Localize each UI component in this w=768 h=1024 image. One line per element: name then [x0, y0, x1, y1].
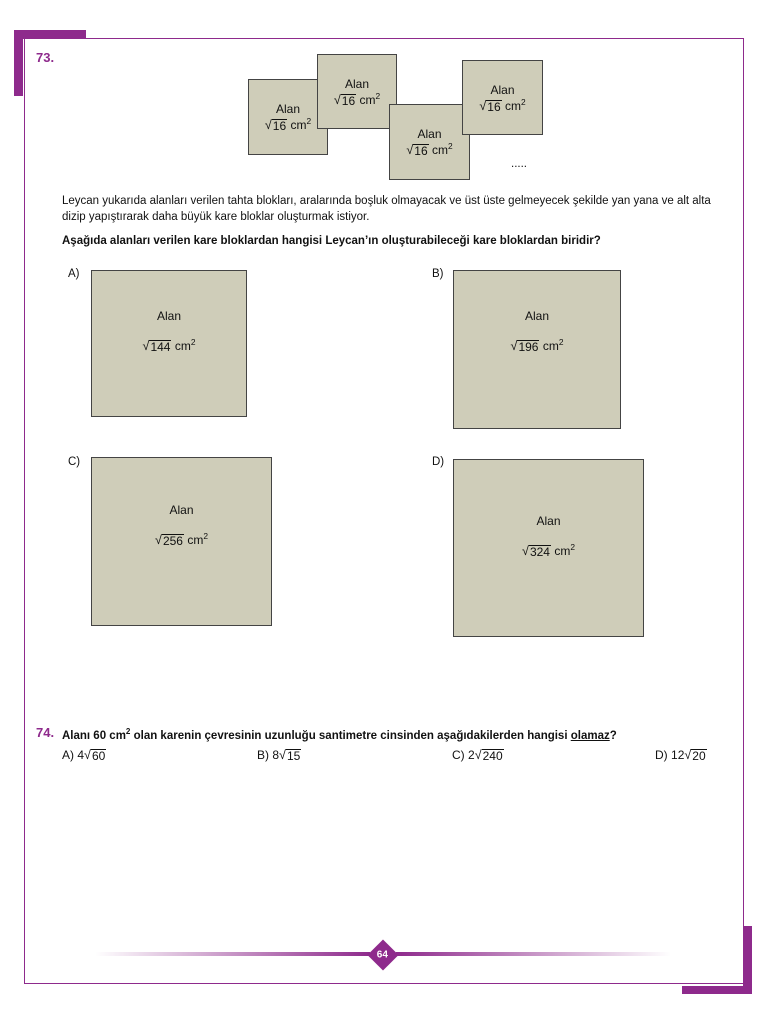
option-letter: C) [68, 456, 81, 468]
option-block-c[interactable] [91, 457, 272, 626]
question-text: olan karenin çevresinin uzunluğu santimetre cinsinden aşağıdakilerden hangisi [130, 729, 571, 742]
coefficient: 4 [77, 748, 85, 762]
small-block [248, 79, 328, 155]
block-area: √ 16 [333, 93, 356, 108]
block-area: √ 144 [142, 339, 171, 354]
block-label: Alan [275, 102, 301, 116]
small-block [317, 54, 397, 129]
question-paragraph: Leycan yukarıda alanları verilen tahta blokları, aralarında boşluk olmayacak ve üst üste gelmeyecek şekilde yan yana ve alt alta dizip yapıştırarak daha büyük kare bloklar oluşturmak istiyor. [62, 195, 711, 223]
radical: √ 20 [684, 748, 706, 763]
answer-letter: B) [257, 748, 269, 762]
corner-decoration [14, 30, 86, 39]
block-label: Alan [344, 77, 370, 91]
coefficient: 12 [671, 748, 685, 762]
unit: cm [174, 339, 191, 353]
answer-letter: D) [655, 748, 668, 762]
small-block [389, 104, 470, 180]
unit: cm [542, 339, 559, 353]
option-block-b[interactable] [453, 270, 621, 429]
coefficient: 2 [468, 748, 475, 762]
answer-b[interactable] [257, 748, 301, 763]
emphasis-word: olamaz [570, 729, 610, 742]
exponent: 2 [125, 727, 131, 736]
question-text: ? [609, 729, 617, 742]
block-label: Alan [156, 309, 182, 323]
radical: √ 60 [84, 748, 106, 763]
exponent: 2 [375, 91, 381, 101]
unit: cm [504, 99, 521, 113]
exponent: 2 [520, 97, 526, 107]
footer-line [396, 952, 671, 956]
block-label: Alan [169, 503, 194, 517]
small-block [462, 60, 543, 135]
footer-line [95, 952, 370, 956]
option-block-d[interactable] [453, 459, 644, 637]
answer-letter: C) [452, 748, 465, 762]
block-area: √ 256 [155, 533, 183, 548]
block-label: Alan [524, 309, 550, 323]
block-area: √ 16 [264, 118, 287, 133]
option-letter: D) [432, 456, 445, 468]
question-number: 73. [36, 50, 55, 65]
answer-a[interactable] [62, 748, 106, 763]
block-label: Alan [490, 83, 515, 97]
page-number: 64 [377, 949, 389, 961]
question-prompt [62, 724, 742, 744]
answer-letter: A) [62, 748, 74, 762]
unit: cm [187, 533, 204, 547]
block-area: √ 16 [479, 99, 501, 114]
question-prompt: Aşağıda alanları verilen kare bloklardan hangisi Leycan’ın oluşturabileceği kare bloklardan biridir? [62, 235, 601, 247]
corner-decoration [682, 986, 752, 994]
exponent: 2 [190, 337, 196, 347]
unit: cm [290, 118, 307, 132]
block-area: √ 324 [522, 544, 550, 559]
block-label: Alan [417, 127, 442, 141]
answer-d[interactable] [655, 748, 707, 763]
exponent: 2 [558, 337, 564, 347]
radical: √ 15 [279, 748, 301, 763]
unit: cm [359, 93, 376, 107]
radical: √ 240 [474, 748, 503, 763]
exponent: 2 [447, 141, 453, 151]
block-label: Alan [536, 514, 561, 528]
block-area: √ 16 [406, 143, 428, 158]
option-letter: A) [68, 268, 80, 280]
option-block-a[interactable] [91, 270, 247, 417]
exponent: 2 [570, 542, 575, 552]
corner-decoration [743, 926, 752, 994]
exponent: 2 [306, 116, 312, 126]
corner-decoration [14, 30, 23, 96]
exponent: 2 [203, 531, 208, 541]
question-number: 74. [36, 725, 55, 740]
answer-c[interactable] [452, 748, 504, 763]
question-text: Alanı 60 cm [62, 729, 126, 742]
unit: cm [431, 143, 448, 157]
ellipsis: ..... [511, 158, 527, 170]
option-letter: B) [432, 268, 444, 280]
block-area: √ 196 [510, 339, 539, 354]
coefficient: 8 [272, 748, 280, 762]
unit: cm [554, 544, 571, 558]
